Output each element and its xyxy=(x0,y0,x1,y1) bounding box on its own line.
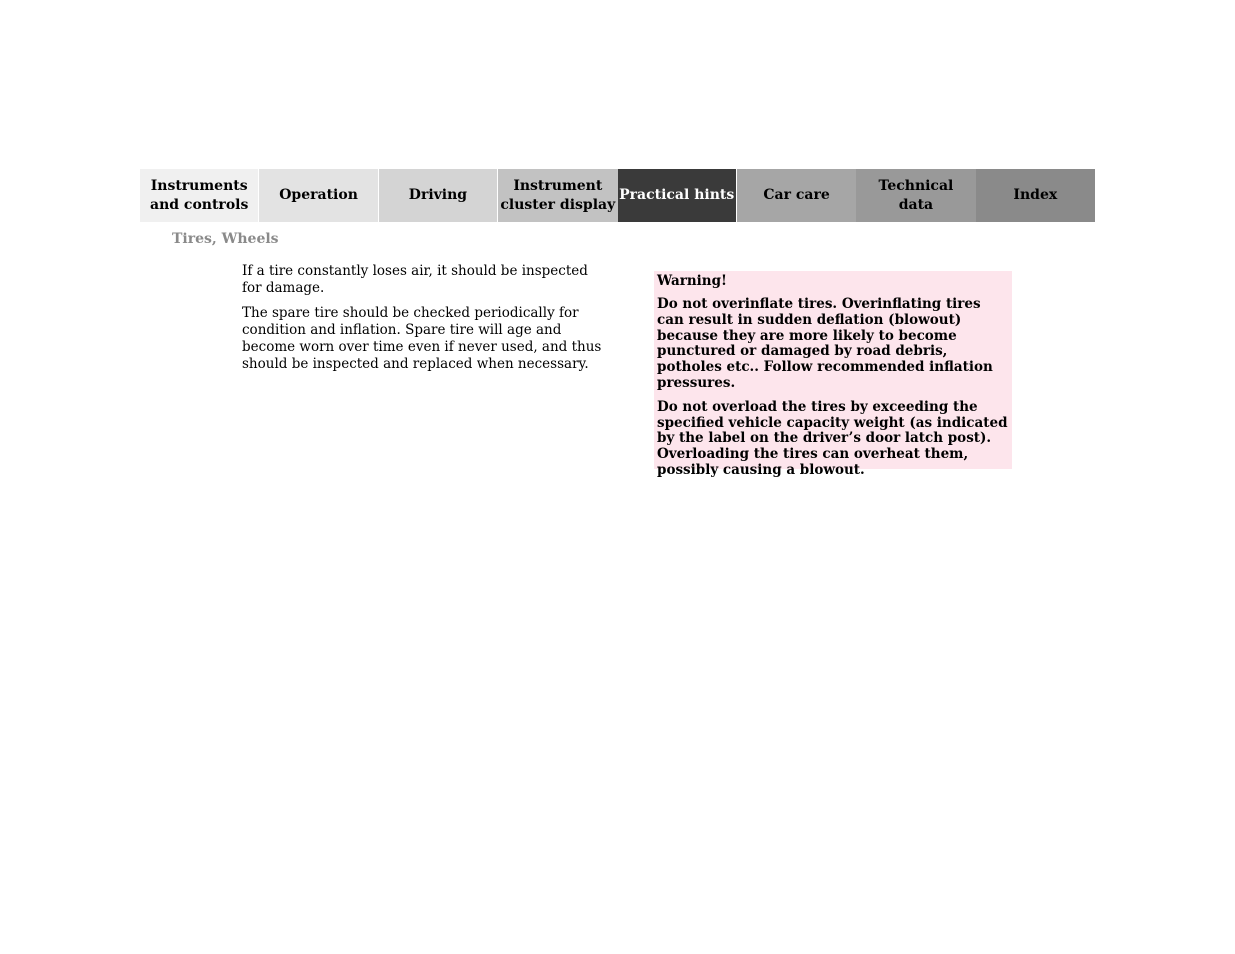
tab-car-care[interactable] xyxy=(737,169,856,222)
tab-label-line: Practical hints xyxy=(619,187,735,203)
tab-label-line: Operation xyxy=(279,187,358,203)
tab-instrument-cluster-display[interactable] xyxy=(498,169,617,222)
tab-driving[interactable] xyxy=(379,169,498,222)
warning-box xyxy=(654,271,1012,478)
tab-label-line: Instruments xyxy=(150,177,248,194)
tab-label-line: Instrument xyxy=(513,177,603,194)
section-title: Tires, Wheels xyxy=(172,231,279,247)
warning-paragraph: Do not overload the tires by exceeding the specified vehicle capacity weight (as indicated by the label on the driver’s door latch post). Overloading the tires can overheat them, possibly causing a blowout. xyxy=(657,398,1008,478)
tab-label-line: Driving xyxy=(408,187,468,203)
tab-label-line: data xyxy=(898,196,934,213)
tab-label-line: Car care xyxy=(763,187,830,203)
tab-instruments-and-controls[interactable] xyxy=(140,169,259,222)
tab-label-line: and controls xyxy=(150,196,249,213)
tab-operation[interactable] xyxy=(259,169,378,222)
tab-index[interactable] xyxy=(976,169,1095,222)
tab-technical-data[interactable] xyxy=(856,169,975,222)
warning-title: Warning! xyxy=(657,273,727,289)
chapter-nav xyxy=(140,169,1095,222)
tab-practical-hints[interactable] xyxy=(618,169,737,222)
body-text xyxy=(242,263,602,381)
body-paragraph: If a tire constantly loses air, it should be inspected for damage. xyxy=(242,263,588,296)
warning-paragraph: Do not overinflate tires. Overinflating tires can result in sudden deflation (blowout) because they are more likely to become punctured or damaged by road debris, potholes etc.. Follow recommended inflation pressures. xyxy=(657,296,993,391)
tab-label-line: cluster display xyxy=(500,196,616,213)
tab-label-line: Technical xyxy=(878,177,954,194)
tab-label-line: Index xyxy=(1013,187,1058,203)
body-paragraph: The spare tire should be checked periodically for condition and inflation. Spare tire will age and become worn over time even if never used, and thus should be inspected and replaced when necessary. xyxy=(242,305,602,372)
